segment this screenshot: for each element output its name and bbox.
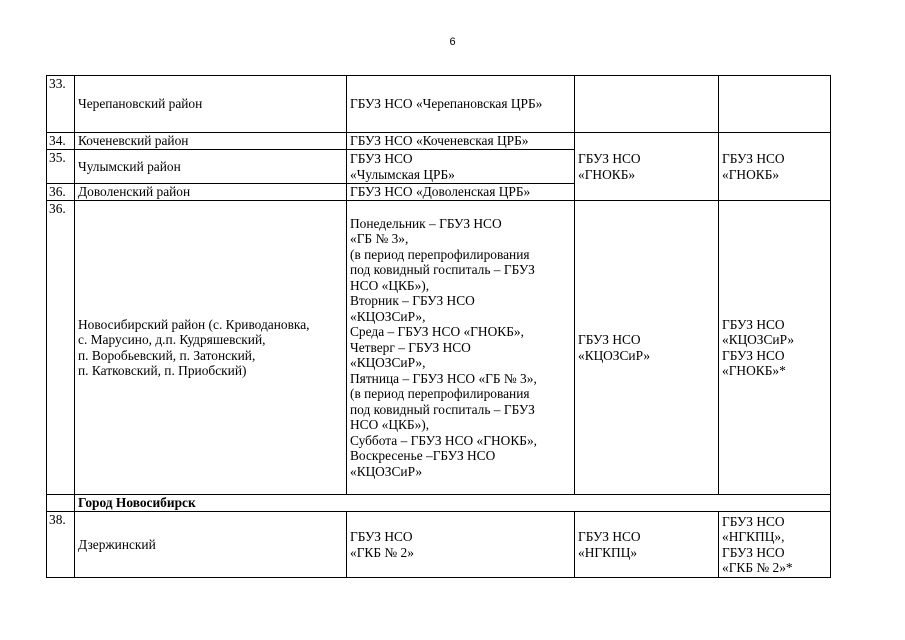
district-cell: Дзержинский: [75, 512, 347, 578]
institution-cell: ГБУЗ НСО «Коченевская ЦРБ»: [347, 133, 575, 150]
institution-text: ГБУЗ НСО «Чулымская ЦРБ»: [350, 151, 455, 182]
district-cell: Коченевский район: [75, 133, 347, 150]
district-text: Новосибирский район (с. Криводановка, с. Марусино, д.п. Кудряшевский, п. Воробьевский, п. Затонский, п. Катковский, п. Приобский): [78, 316, 310, 378]
level2-cell: [575, 512, 719, 578]
institution-cell: [347, 150, 575, 184]
institution-text: ГБУЗ НСО «ГКБ № 2»: [350, 529, 414, 560]
level3-text: ГБУЗ НСО «КЦОЗСиР» ГБУЗ НСО «ГНОКБ»*: [722, 316, 795, 378]
row-number: 36.: [47, 184, 75, 201]
level3-cell: [719, 76, 831, 133]
district-cell: Доволенский район: [75, 184, 347, 201]
level2-text: ГБУЗ НСО «ГНОКБ»: [578, 151, 641, 182]
institution-cell: [347, 201, 575, 495]
row-number: 33.: [47, 76, 75, 133]
empty-cell: [47, 495, 75, 512]
level3-text: ГБУЗ НСО «НГКПЦ», ГБУЗ НСО «ГКБ № 2»*: [722, 513, 793, 575]
level3-cell: [719, 133, 831, 201]
level3-cell: [719, 201, 831, 495]
page-number: 6: [449, 36, 456, 48]
district-cell: Черепановский район: [75, 76, 347, 133]
level3-cell: [719, 512, 831, 578]
city-heading: Город Новосибирск: [75, 495, 831, 512]
level2-text: ГБУЗ НСО «КЦОЗСиР»: [578, 332, 651, 363]
row-number: 36.: [47, 201, 75, 495]
level3-text: ГБУЗ НСО «ГНОКБ»: [722, 151, 785, 182]
table-row: [47, 201, 831, 495]
table-row: [47, 76, 831, 133]
table-row: [47, 512, 831, 578]
section-heading-row: [47, 495, 831, 512]
level2-cell: [575, 201, 719, 495]
document-table: [46, 75, 831, 578]
district-cell: Чулымский район: [75, 150, 347, 184]
institution-text: Понедельник – ГБУЗ НСО «ГБ № 3», (в период перепрофилирования под ковидный госпиталь – ГБУЗ НСО «ЦКБ»), Вторник – ГБУЗ НСО «КЦОЗСиР», Среда – ГБУЗ НСО «ГНОКБ», Четверг – ГБУЗ НСО «КЦОЗСиР», Пятница – ГБУЗ НСО «ГБ № 3», (в период перепрофилирования под ковидный госпиталь – ГБУЗ НСО «ЦКБ»), Суббота – ГБУЗ НСО «ГНОКБ», Воскресенье –ГБУЗ НСО «КЦОЗСиР»: [350, 215, 537, 479]
institution-cell: ГБУЗ НСО «Доволенская ЦРБ»: [347, 184, 575, 201]
district-cell: [75, 201, 347, 495]
level2-cell: [575, 133, 719, 201]
level2-text: ГБУЗ НСО «НГКПЦ»: [578, 529, 641, 560]
table-row: [47, 133, 831, 150]
institution-cell: ГБУЗ НСО «Черепановская ЦРБ»: [347, 76, 575, 133]
row-number: 35.: [47, 150, 75, 184]
row-number: 34.: [47, 133, 75, 150]
institution-cell: [347, 512, 575, 578]
row-number: 38.: [47, 512, 75, 578]
level2-cell: [575, 76, 719, 133]
